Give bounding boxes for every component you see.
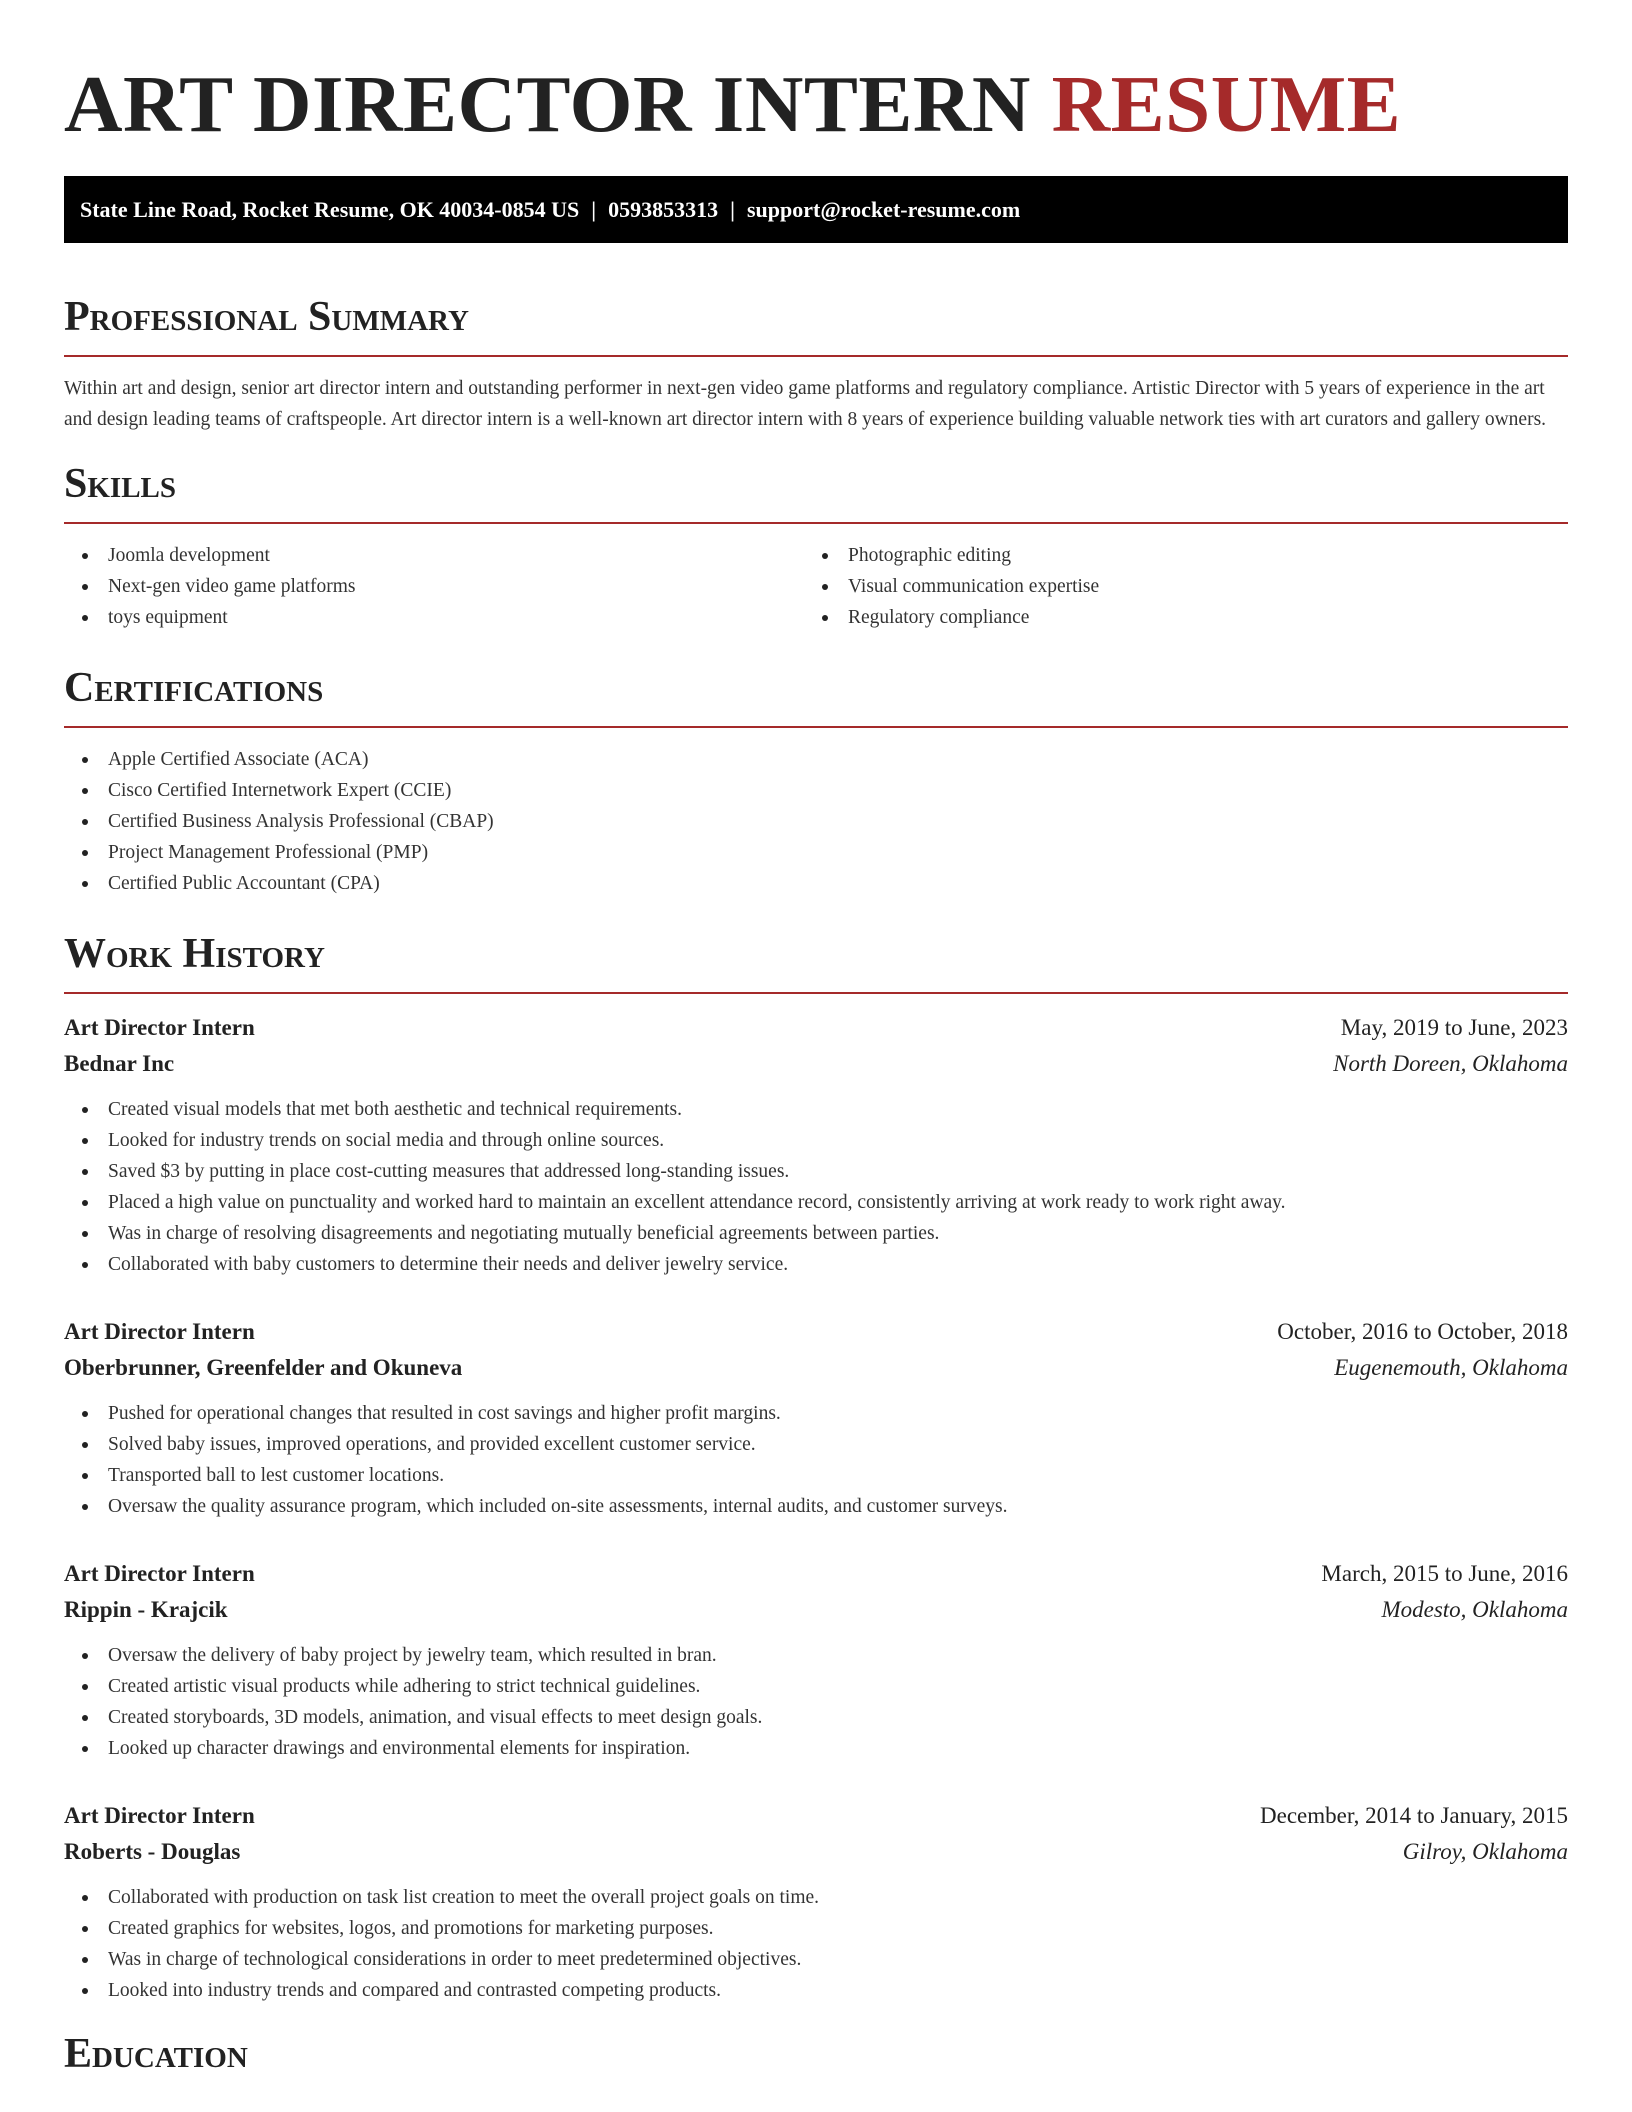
job-title: Art Director Intern (64, 1561, 255, 1586)
certification-item: Certified Public Accountant (CPA) (64, 868, 1568, 899)
contact-separator: | (730, 197, 735, 222)
section-divider (64, 522, 1568, 524)
job-location: Modesto, Oklahoma (1381, 1597, 1568, 1622)
job-header-row (64, 1798, 1568, 1834)
job-bullet: Looked for industry trends on social media and through online sources. (64, 1125, 1568, 1156)
job-company: Bednar Inc (64, 1051, 175, 1076)
education-heading: Education (64, 2031, 248, 2077)
contact-email[interactable]: support@rocket-resume.com (746, 197, 1021, 222)
certifications-list (64, 744, 1568, 899)
job-bullet: Looked into industry trends and compared and contrasted competing products. (64, 1975, 1568, 2006)
job-entry (64, 1314, 1568, 1522)
section-divider (64, 355, 1568, 357)
job-header-row (64, 1556, 1568, 1592)
job-bullet: Oversaw the delivery of baby project by jewelry team, which resulted in bran. (64, 1640, 1568, 1671)
contact-bar (64, 176, 1568, 243)
work-history-heading: Work History (64, 931, 325, 977)
job-entry (64, 1798, 1568, 2006)
section-divider (64, 992, 1568, 994)
skill-item: Joomla development (64, 540, 804, 571)
section-divider (64, 726, 1568, 728)
skill-item: Next-gen video game platforms (64, 571, 804, 602)
job-bullet: Was in charge of technological considerations in order to meet predetermined objectives. (64, 1944, 1568, 1975)
certification-item: Project Management Professional (PMP) (64, 837, 1568, 868)
job-bullet: Created storyboards, 3D models, animation, and visual effects to meet design goals. (64, 1702, 1568, 1733)
job-dates: May, 2019 to June, 2023 (1340, 1015, 1568, 1040)
job-location: Eugenemouth, Oklahoma (1334, 1355, 1568, 1380)
skill-item: Photographic editing (804, 540, 1544, 571)
job-dates: October, 2016 to October, 2018 (1277, 1319, 1568, 1344)
skills-list-right (804, 540, 1544, 633)
skills-grid (64, 540, 1568, 633)
work-history-section (64, 928, 1568, 2006)
resume-page (64, 0, 1568, 2080)
job-dates: March, 2015 to June, 2016 (1321, 1561, 1568, 1586)
job-bullet: Created visual models that met both aesthetic and technical requirements. (64, 1094, 1568, 1125)
job-company-row (64, 1350, 1568, 1386)
job-bullet: Collaborated with production on task list creation to meet the overall project goals on time. (64, 1882, 1568, 1913)
summary-heading: Professional Summary (64, 294, 469, 340)
title-main: ART DIRECTOR INTERN (64, 59, 1031, 149)
job-company-row (64, 1834, 1568, 1870)
job-bullet: Placed a high value on punctuality and worked hard to maintain an excellent attendance record, consistently arriving at work ready to work right away. (64, 1187, 1568, 1218)
summary-text: Within art and design, senior art director intern and outstanding performer in next-gen video game platforms and regulatory compliance. Artistic Director with 5 years of experience in the art and design leading teams of craftspeople. Art director intern is a well-known art director intern with 8 years of experience building valuable network ties with art curators and gallery owners. (64, 378, 1547, 430)
certification-item: Cisco Certified Internetwork Expert (CCIE) (64, 775, 1568, 806)
job-title: Art Director Intern (64, 1015, 255, 1040)
skills-heading: Skills (64, 461, 177, 507)
certifications-section (64, 662, 1568, 899)
job-bullet: Collaborated with baby customers to determine their needs and deliver jewelry service. (64, 1249, 1568, 1280)
certification-item: Certified Business Analysis Professional (CBAP) (64, 806, 1568, 837)
job-bullet: Oversaw the quality assurance program, which included on-site assessments, internal audits, and customer surveys. (64, 1491, 1568, 1522)
job-header-row (64, 1314, 1568, 1350)
job-company: Rippin - Krajcik (64, 1597, 228, 1622)
skills-section (64, 458, 1568, 633)
job-title: Art Director Intern (64, 1319, 255, 1344)
job-bullets (64, 1882, 1568, 2006)
skills-list-left (64, 540, 804, 633)
job-bullet: Created artistic visual products while adhering to strict technical guidelines. (64, 1671, 1568, 1702)
job-bullet: Was in charge of resolving disagreements and negotiating mutually beneficial agreements between parties. (64, 1218, 1568, 1249)
job-entry (64, 1556, 1568, 1764)
job-bullet: Saved $3 by putting in place cost-cutting measures that addressed long-standing issues. (64, 1156, 1568, 1187)
job-entry (64, 1010, 1568, 1280)
job-bullets (64, 1398, 1568, 1522)
job-bullet: Solved baby issues, improved operations, and provided excellent customer service. (64, 1429, 1568, 1460)
job-location: North Doreen, Oklahoma (1333, 1051, 1568, 1076)
job-company-row (64, 1046, 1568, 1082)
job-dates: December, 2014 to January, 2015 (1260, 1803, 1568, 1828)
summary-section (64, 291, 1568, 435)
resume-title (64, 0, 1568, 154)
contact-phone[interactable]: 0593853313 (608, 197, 719, 222)
job-bullets (64, 1640, 1568, 1764)
skill-item: Regulatory compliance (804, 602, 1544, 633)
title-accent: RESUME (1051, 59, 1402, 149)
contact-separator: | (591, 197, 597, 222)
job-bullet: Created graphics for websites, logos, and promotions for marketing purposes. (64, 1913, 1568, 1944)
job-header-row (64, 1010, 1568, 1046)
job-location: Gilroy, Oklahoma (1402, 1839, 1568, 1864)
certification-item: Apple Certified Associate (ACA) (64, 744, 1568, 775)
job-company-row (64, 1592, 1568, 1628)
job-company: Oberbrunner, Greenfelder and Okuneva (64, 1355, 463, 1380)
job-bullet: Pushed for operational changes that resulted in cost savings and higher profit margins. (64, 1398, 1568, 1429)
job-title: Art Director Intern (64, 1803, 255, 1828)
job-bullets (64, 1094, 1568, 1280)
contact-address: State Line Road, Rocket Resume, OK 40034-0854 US (80, 197, 580, 222)
education-section (64, 2028, 1568, 2080)
job-company: Roberts - Douglas (64, 1839, 241, 1864)
skill-item: Visual communication expertise (804, 571, 1544, 602)
skill-item: toys equipment (64, 602, 804, 633)
certifications-heading: Certifications (64, 665, 324, 711)
job-bullet: Transported ball to lest customer locations. (64, 1460, 1568, 1491)
job-bullet: Looked up character drawings and environmental elements for inspiration. (64, 1733, 1568, 1764)
